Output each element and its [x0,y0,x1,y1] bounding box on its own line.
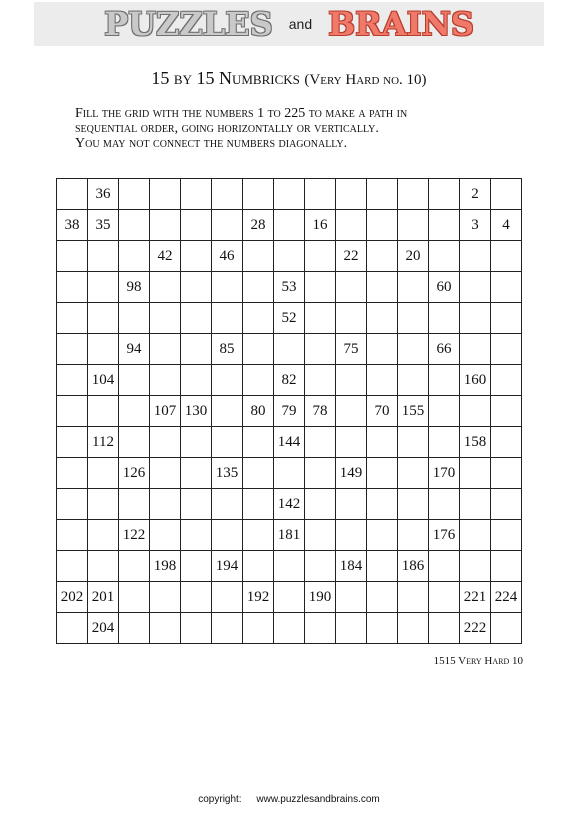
grid-cell: 135 [212,458,243,489]
grid-row [57,303,522,334]
grid-cell[interactable] [367,241,398,272]
grid-row [57,396,522,427]
grid-cell[interactable] [429,396,460,427]
grid-cell[interactable] [119,396,150,427]
grid-cell[interactable] [367,520,398,551]
grid-cell: 98 [119,272,150,303]
grid-row [57,334,522,365]
grid-cell[interactable] [336,365,367,396]
grid-cell: 224 [491,582,522,613]
grid-cell: 75 [336,334,367,365]
grid-cell[interactable] [305,613,336,644]
grid-cell[interactable] [336,489,367,520]
grid-cell[interactable] [119,365,150,396]
grid-cell[interactable] [491,520,522,551]
grid-cell[interactable] [57,520,88,551]
grid-cell[interactable] [491,613,522,644]
grid-cell: 202 [57,582,88,613]
grid-cell[interactable] [367,272,398,303]
grid-row [57,241,522,272]
grid-cell[interactable] [181,489,212,520]
grid-cell[interactable] [119,551,150,582]
grid-cell[interactable] [398,489,429,520]
grid-row [57,551,522,582]
grid-cell: 52 [274,303,305,334]
grid-cell: 70 [367,396,398,427]
grid-cell[interactable] [336,613,367,644]
grid-cell[interactable] [150,272,181,303]
logo-puzzles: PUZZLES [104,5,273,43]
grid-cell[interactable] [367,458,398,489]
grid-cell: 122 [119,520,150,551]
grid-cell[interactable] [119,489,150,520]
grid-cell[interactable] [398,303,429,334]
grid-cell[interactable] [305,427,336,458]
grid-cell[interactable] [119,427,150,458]
grid-cell[interactable] [119,613,150,644]
grid-cell[interactable] [460,303,491,334]
grid-cell[interactable] [274,334,305,365]
grid-cell: 149 [336,458,367,489]
grid-cell: 160 [460,365,491,396]
grid-cell[interactable] [429,241,460,272]
grid-cell[interactable] [57,241,88,272]
grid-cell[interactable] [212,489,243,520]
grid-cell: 78 [305,396,336,427]
grid-cell[interactable] [181,210,212,241]
grid-cell[interactable] [243,303,274,334]
grid-cell[interactable] [336,520,367,551]
grid-cell: 104 [88,365,119,396]
grid-cell[interactable] [460,458,491,489]
grid-cell: 53 [274,272,305,303]
grid-cell: 79 [274,396,305,427]
grid-cell[interactable] [212,582,243,613]
grid-cell[interactable] [460,334,491,365]
grid-cell[interactable] [119,241,150,272]
grid-cell[interactable] [491,396,522,427]
grid-cell: 186 [398,551,429,582]
grid-cell[interactable] [460,489,491,520]
grid-cell[interactable] [150,520,181,551]
grid-cell[interactable] [367,582,398,613]
grid-cell: 112 [88,427,119,458]
grid-cell[interactable] [243,613,274,644]
copyright-label: copyright: [198,794,242,805]
grid-cell: 94 [119,334,150,365]
grid-cell[interactable] [398,272,429,303]
grid-cell[interactable] [181,272,212,303]
grid-cell[interactable] [150,489,181,520]
grid-cell: 4 [491,210,522,241]
grid-cell: 190 [305,582,336,613]
grid-cell[interactable] [367,365,398,396]
grid-row [57,489,522,520]
copyright-footer [0,794,578,805]
grid-cell[interactable] [150,427,181,458]
grid-cell: 3 [460,210,491,241]
grid-cell[interactable] [212,179,243,210]
grid-cell[interactable] [460,396,491,427]
grid-cell[interactable] [305,365,336,396]
grid-cell[interactable] [491,334,522,365]
grid-cell: 158 [460,427,491,458]
grid-cell: 20 [398,241,429,272]
grid-cell[interactable] [336,396,367,427]
grid-cell[interactable] [150,613,181,644]
grid-cell[interactable] [181,613,212,644]
grid-cell[interactable] [57,334,88,365]
grid-cell[interactable] [367,334,398,365]
grid-cell[interactable] [88,241,119,272]
grid-cell[interactable] [305,334,336,365]
grid-cell[interactable] [150,334,181,365]
grid-cell[interactable] [274,613,305,644]
grid-cell[interactable] [429,179,460,210]
grid-cell[interactable] [460,551,491,582]
grid-cell[interactable] [181,551,212,582]
puzzle-grid [56,178,522,644]
grid-cell: 36 [88,179,119,210]
grid-cell[interactable] [367,489,398,520]
grid-cell[interactable] [305,520,336,551]
grid-cell: 22 [336,241,367,272]
grid-cell[interactable] [88,520,119,551]
grid-cell[interactable] [243,272,274,303]
grid-cell[interactable] [274,458,305,489]
grid-cell[interactable] [57,551,88,582]
grid-cell[interactable] [491,179,522,210]
grid-cell[interactable] [181,179,212,210]
grid-cell: 201 [88,582,119,613]
grid-cell[interactable] [429,613,460,644]
grid-cell[interactable] [305,551,336,582]
grid-cell[interactable] [367,613,398,644]
grid-cell[interactable] [429,489,460,520]
grid-cell[interactable] [336,179,367,210]
grid-cell[interactable] [57,365,88,396]
grid-cell[interactable] [181,427,212,458]
grid-cell: 222 [460,613,491,644]
grid-cell[interactable] [243,551,274,582]
grid-cell[interactable] [57,427,88,458]
grid-cell[interactable] [491,303,522,334]
grid-cell[interactable] [243,427,274,458]
grid-cell: 184 [336,551,367,582]
grid-cell[interactable] [57,272,88,303]
grid-cell[interactable] [305,458,336,489]
grid-cell[interactable] [88,272,119,303]
grid-cell[interactable] [181,303,212,334]
grid-cell[interactable] [460,272,491,303]
grid-cell[interactable] [336,582,367,613]
puzzle-reference: 1515 Very Hard 10 [433,655,523,667]
grid-cell[interactable] [181,582,212,613]
grid-cell[interactable] [212,272,243,303]
grid-cell[interactable] [150,179,181,210]
grid-cell: 16 [305,210,336,241]
grid-cell[interactable] [336,272,367,303]
grid-cell: 46 [212,241,243,272]
grid-cell: 107 [150,396,181,427]
grid-cell: 126 [119,458,150,489]
grid-cell: 42 [150,241,181,272]
grid-cell[interactable] [88,458,119,489]
grid-row [57,582,522,613]
grid-cell[interactable] [398,458,429,489]
grid-cell[interactable] [336,210,367,241]
grid-cell: 142 [274,489,305,520]
grid-row [57,365,522,396]
instruction-line: Fill the grid with the numbers 1 to 225 to make a path in [75,106,408,121]
grid-cell[interactable] [367,551,398,582]
instructions [75,106,545,151]
grid-cell[interactable] [212,520,243,551]
grid-cell[interactable] [398,520,429,551]
grid-cell: 198 [150,551,181,582]
grid-cell[interactable] [150,582,181,613]
grid-cell[interactable] [181,334,212,365]
grid-cell[interactable] [367,303,398,334]
grid-cell[interactable] [367,427,398,458]
grid-row [57,520,522,551]
grid-cell[interactable] [88,303,119,334]
grid-cell[interactable] [119,303,150,334]
grid-cell[interactable] [274,551,305,582]
grid-cell[interactable] [212,427,243,458]
grid-cell: 66 [429,334,460,365]
grid-cell[interactable] [181,520,212,551]
grid-cell[interactable] [212,365,243,396]
grid-cell[interactable] [336,303,367,334]
grid-cell[interactable] [491,489,522,520]
grid-cell[interactable] [305,303,336,334]
grid-cell[interactable] [88,489,119,520]
grid-cell[interactable] [181,458,212,489]
grid-cell[interactable] [119,179,150,210]
grid-cell[interactable] [305,241,336,272]
grid-cell[interactable] [57,613,88,644]
title-main: 15 by 15 Numbricks [151,68,300,88]
grid-cell[interactable] [88,551,119,582]
grid-row [57,272,522,303]
header-banner [34,2,544,46]
grid-cell[interactable] [212,303,243,334]
grid-cell[interactable] [274,241,305,272]
grid-cell[interactable] [429,210,460,241]
grid-cell[interactable] [243,241,274,272]
grid-cell[interactable] [460,241,491,272]
grid-cell: 144 [274,427,305,458]
grid-cell[interactable] [398,582,429,613]
grid-cell: 176 [429,520,460,551]
grid-cell[interactable] [57,489,88,520]
grid-cell: 170 [429,458,460,489]
grid-cell[interactable] [243,334,274,365]
grid-cell[interactable] [243,365,274,396]
copyright-url[interactable]: www.puzzlesandbrains.com [256,794,380,805]
grid-cell[interactable] [305,272,336,303]
grid-cell[interactable] [57,179,88,210]
grid-cell[interactable] [429,582,460,613]
grid-cell: 194 [212,551,243,582]
grid-cell[interactable] [181,365,212,396]
grid-cell: 192 [243,582,274,613]
grid-cell: 28 [243,210,274,241]
grid-cell[interactable] [274,582,305,613]
grid-cell[interactable] [491,365,522,396]
grid-cell[interactable] [57,396,88,427]
grid-cell[interactable] [212,210,243,241]
grid-cell: 221 [460,582,491,613]
grid-cell[interactable] [491,272,522,303]
grid-cell: 204 [88,613,119,644]
grid-cell: 2 [460,179,491,210]
grid-row [57,458,522,489]
instruction-line: You may not connect the numbers diagonally. [75,136,348,151]
grid-cell[interactable] [429,427,460,458]
grid-cell[interactable] [150,303,181,334]
grid-cell: 85 [212,334,243,365]
grid-cell[interactable] [119,582,150,613]
grid-cell[interactable] [398,334,429,365]
grid-cell[interactable] [212,613,243,644]
logo-and: and [288,16,313,32]
instruction-line: sequential order, going horizontally or vertically. [75,121,379,136]
grid-cell[interactable] [429,551,460,582]
grid-row [57,179,522,210]
grid-cell[interactable] [119,210,150,241]
grid-cell[interactable] [367,210,398,241]
grid-cell[interactable] [398,365,429,396]
grid-cell: 38 [57,210,88,241]
grid-cell: 155 [398,396,429,427]
grid-cell[interactable] [429,365,460,396]
logo-brains: BRAINS [328,5,474,43]
grid-row [57,210,522,241]
grid-cell: 60 [429,272,460,303]
grid-row [57,613,522,644]
page-title [0,68,578,89]
grid-cell[interactable] [88,396,119,427]
grid-cell[interactable] [243,458,274,489]
grid-cell[interactable] [212,396,243,427]
grid-cell[interactable] [181,241,212,272]
grid-cell[interactable] [460,520,491,551]
grid-cell[interactable] [491,427,522,458]
grid-cell[interactable] [491,551,522,582]
grid-cell[interactable] [305,179,336,210]
grid-cell[interactable] [150,458,181,489]
grid-cell[interactable] [243,489,274,520]
title-sub: (Very Hard no. 10) [304,72,427,88]
grid-cell[interactable] [429,303,460,334]
grid-cell: 130 [181,396,212,427]
grid-cell[interactable] [150,365,181,396]
grid-cell[interactable] [243,179,274,210]
grid-cell[interactable] [243,520,274,551]
grid-cell: 82 [274,365,305,396]
grid-row [57,427,522,458]
grid-cell: 80 [243,396,274,427]
grid-cell[interactable] [274,179,305,210]
grid-cell[interactable] [57,458,88,489]
grid-cell[interactable] [491,458,522,489]
grid-cell[interactable] [398,179,429,210]
grid-cell[interactable] [150,210,181,241]
grid-cell[interactable] [57,303,88,334]
grid-cell[interactable] [491,241,522,272]
grid-cell[interactable] [274,210,305,241]
grid-cell[interactable] [305,489,336,520]
grid-cell: 181 [274,520,305,551]
grid-cell[interactable] [398,427,429,458]
grid-cell[interactable] [398,210,429,241]
grid-cell[interactable] [88,334,119,365]
grid-cell: 35 [88,210,119,241]
grid-cell[interactable] [398,613,429,644]
grid-cell[interactable] [336,427,367,458]
grid-cell[interactable] [367,179,398,210]
